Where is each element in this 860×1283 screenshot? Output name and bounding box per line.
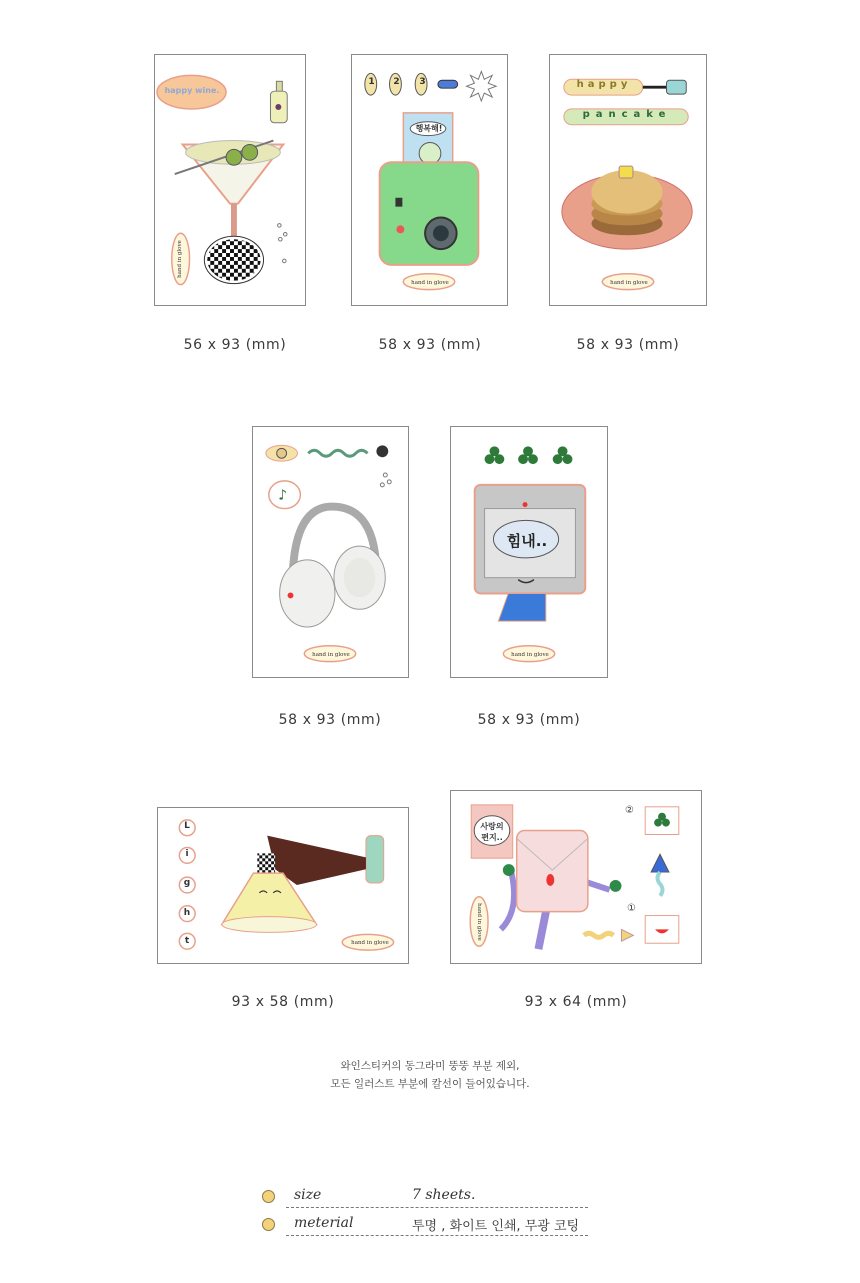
envelope-character-icon — [501, 831, 622, 950]
monitor-size-caption: 58 x 93 (mm) — [477, 712, 581, 728]
camera-brand-text: hand in glove — [411, 280, 449, 286]
letter-size-caption: 93 x 64 (mm) — [524, 994, 628, 1010]
dashed-divider — [286, 1207, 588, 1208]
spec-value-material: 투명 , 화이트 인쇄, 무광 코팅 — [412, 1219, 580, 1234]
sticker-sheet-camera — [351, 54, 508, 306]
bullet-icon — [262, 1218, 275, 1231]
wine-badge-text: happy wine. — [164, 86, 220, 95]
instant-camera-icon — [380, 162, 479, 265]
wine-bottle-icon — [270, 81, 287, 122]
pancake-brand-text: hand in glove — [610, 280, 648, 286]
camera-bubble-text: 행복해! — [415, 124, 443, 133]
sticker-sheet-lamp — [157, 807, 409, 964]
sticker-sheet-headphones — [252, 426, 409, 678]
clover-icons — [485, 446, 573, 464]
headphones-brand-text: hand in glove — [312, 652, 350, 658]
number-stickers — [365, 71, 496, 101]
letter-num-1: ① — [627, 903, 636, 914]
pancake-word-pancake: pancake — [582, 109, 672, 120]
wave-sticker — [308, 450, 367, 456]
camera-number-2: 2 — [393, 77, 400, 87]
letter-num-2: ② — [625, 805, 634, 816]
monitor-brand-text: hand in glove — [511, 652, 549, 658]
burst-icon — [376, 445, 388, 457]
face-sticker — [266, 445, 298, 461]
sticker-sheet-pancake — [549, 54, 707, 306]
spec-label-material: meterial — [294, 1215, 354, 1231]
wine-brand-text: hand in glove — [177, 240, 183, 278]
monitor-bubble-text: 힘내.. — [506, 532, 548, 550]
camera-size-caption: 58 x 93 (mm) — [378, 337, 482, 353]
lamp-letter-i: i — [185, 849, 189, 859]
bubble-dots-icon — [380, 473, 391, 487]
up-arrow-icon — [651, 854, 669, 896]
pancake-icon — [562, 166, 692, 249]
wine-size-caption: 56 x 93 (mm) — [183, 337, 287, 353]
envelope-clover-icon — [645, 807, 679, 835]
letter-brand-text: hand in glove — [476, 903, 482, 941]
letter-bubble-line2: 편지.. — [481, 833, 503, 842]
right-arrow-icon — [584, 929, 633, 941]
lamp-letter-t: t — [184, 936, 190, 946]
lamp-letter-l: L — [184, 821, 190, 831]
lamp-size-caption: 93 x 58 (mm) — [231, 994, 335, 1010]
sticker-sheet-monitor — [450, 426, 608, 678]
monitor-icon — [475, 485, 586, 621]
lamp-brand-text: hand in glove — [351, 940, 389, 946]
sticker-sheet-letter — [450, 790, 702, 964]
dashed-divider — [286, 1235, 588, 1236]
svg-text:♪: ♪ — [278, 487, 288, 504]
music-note-bubble — [269, 481, 301, 509]
cut-line-note-1: 와인스티커의 동그라미 뚱뚱 부분 제외, — [340, 1060, 520, 1072]
envelope-heart-icon — [645, 916, 679, 944]
bullet-icon — [262, 1190, 275, 1203]
martini-glass-icon — [175, 141, 284, 284]
headphones-size-caption: 58 x 93 (mm) — [278, 712, 382, 728]
spec-label-size: size — [294, 1187, 322, 1203]
lamp-letter-h: h — [183, 908, 191, 918]
cut-line-note-2: 모든 일러스트 부분에 칼선이 들어있습니다. — [330, 1078, 530, 1090]
pancake-word-happy: happy — [576, 79, 632, 90]
spec-row-size — [262, 1186, 588, 1208]
photo-sticker — [403, 113, 452, 167]
headphones-icon — [280, 507, 386, 627]
letter-bubble-line1: 사랑의 — [480, 822, 504, 831]
spec-row-material — [262, 1214, 588, 1236]
lamp-letter-g: g — [183, 878, 191, 888]
spec-value-size: 7 sheets. — [412, 1187, 476, 1203]
pancake-size-caption: 58 x 93 (mm) — [576, 337, 680, 353]
camera-number-3: 3 — [419, 77, 426, 87]
camera-number-1: 1 — [368, 77, 375, 87]
wall-lamp-icon — [222, 836, 384, 933]
bubble-dots-icon — [278, 224, 287, 263]
